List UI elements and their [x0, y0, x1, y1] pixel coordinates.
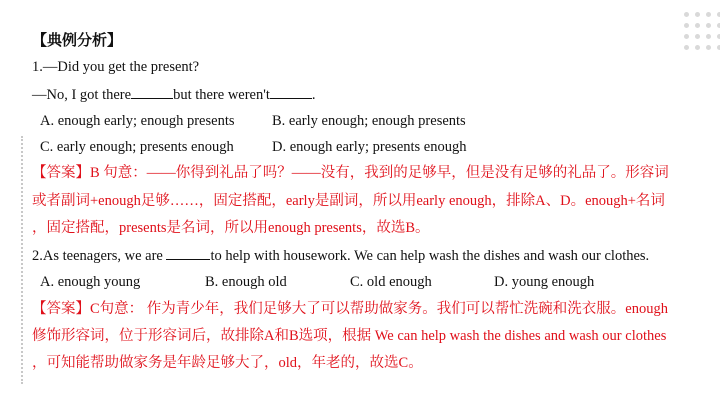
q1-explanation-line-1: 【答案】B 句意：——你得到礼品了吗？——没有，我到的足够早，但是没有足够的礼品了。形容词 [32, 165, 669, 181]
decorative-side-line [21, 136, 23, 384]
q1-answer-line [32, 84, 316, 105]
q2-blank [166, 245, 210, 260]
q1-options-row-2 [32, 137, 708, 157]
q1-answer-part-a: —No, I got there [32, 87, 132, 103]
q1-answer-part-c: . [311, 87, 316, 103]
q1-option-b: B. early enough; enough presents [272, 113, 466, 129]
q2-question [32, 245, 649, 266]
q2-option-b: B. enough old [205, 274, 287, 290]
q1-answer-part-b: but there weren't [173, 87, 270, 103]
q1-explanation-line-2: 或者副词+enough足够……，固定搭配，early是副词，所以用early enough，排除A、D。enough+名词 [32, 193, 665, 209]
q1-option-d: D. enough early; presents enough [272, 139, 467, 155]
q2-option-a: A. enough young [40, 274, 141, 290]
decorative-dot-grid [684, 12, 720, 52]
q2-option-c: C. old enough [350, 274, 432, 290]
section-heading: 【典例分析】 [32, 33, 123, 49]
q2-option-d: D. young enough [494, 274, 595, 290]
q2-explanation-line-2: 修饰形容词，位于形容词后，故排除A和B选项，根据 We can help wash the dishes and wash our clothes [32, 328, 667, 344]
q2-question-part-b: to help with housework. We can help wash the dishes and wash our clothes. [210, 248, 650, 264]
q2-explanation-line-3: ，可知能帮助做家务是年龄足够大了，old，年老的，故选C。 [32, 355, 423, 371]
q1-option-a: A. enough early; enough presents [40, 113, 235, 129]
q2-explanation-line-1: 【答案】C句意： 作为青少年，我们足够大了可以帮助做家务。我们可以帮忙洗碗和洗衣服。enough [32, 301, 668, 317]
q2-question-part-a: 2.As teenagers, we are [32, 248, 167, 264]
q1-options-row-1 [32, 111, 708, 131]
q1-blank-2 [270, 84, 312, 99]
q2-options-row [32, 272, 708, 292]
q1-blank-1 [131, 84, 173, 99]
q1-option-c: C. early enough; presents enough [40, 139, 234, 155]
q1-question: 1.—Did you get the present? [32, 59, 200, 75]
q1-explanation-line-3: ，固定搭配，presents是名词，所以用enough presents，故选B。 [32, 220, 430, 236]
